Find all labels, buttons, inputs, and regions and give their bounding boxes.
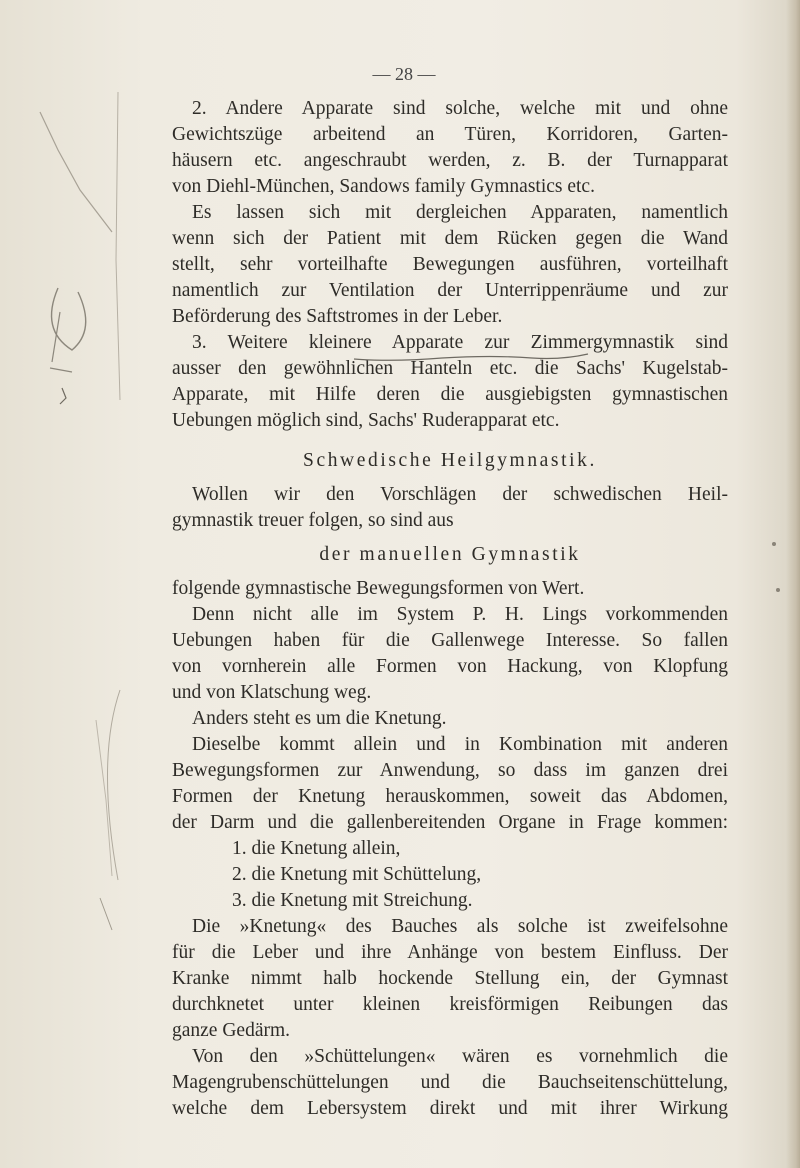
text-line: Bewegungsformen zur Anwendung, so dass im ganzen drei — [172, 760, 728, 781]
text-line: Formen der Knetung herauskommen, soweit das Abdomen, — [172, 786, 728, 807]
text-line: Dieselbe kommt allein und in Kombination mit anderen — [192, 734, 728, 755]
text-line: stellt, sehr vorteilhafte Bewegungen ausführen, vorteilhaft — [172, 254, 728, 275]
page-speck — [776, 588, 780, 592]
text-line: gymnastik treuer folgen, so sind aus — [172, 510, 454, 531]
text-line: ganze Gedärm. — [172, 1020, 291, 1041]
text-line: Denn nicht alle im System P. H. Lings vorkommenden — [192, 604, 728, 625]
page-speck — [772, 542, 776, 546]
list-item: 1. die Knetung allein, — [232, 838, 401, 859]
text-line: 2. Andere Apparate sind solche, welche mit und ohne — [192, 98, 728, 119]
subheading: der manuellen Gymnastik — [319, 544, 581, 565]
list-item: 3. die Knetung mit Streichung. — [232, 890, 473, 911]
section-heading: Schwedische Heilgymnastik. — [303, 450, 597, 471]
text-line: der Darm und die gallenbereitenden Organe in Frage kommen: — [172, 812, 728, 833]
text-line: namentlich zur Ventilation der Unterrippenräume und zur — [172, 280, 728, 301]
text-line: ausser den gewöhnlichen Hanteln etc. die Sachs' Kugelstab- — [172, 358, 728, 379]
text-line: Gewichtszüge arbeitend an Türen, Korridoren, Garten- — [172, 124, 728, 145]
pencil-underline-mark — [352, 352, 592, 364]
text-line: Magengrubenschüttelungen und die Bauchseitenschüttelung, — [172, 1072, 728, 1093]
text-line: Apparate, mit Hilfe deren die ausgiebigsten gymnastischen — [172, 384, 728, 405]
list-item: 2. die Knetung mit Schüttelung, — [232, 864, 482, 885]
page-number: — 28 — — [372, 64, 436, 84]
text-line: Kranke nimmt halb hockende Stellung ein, der Gymnast — [172, 968, 728, 989]
text-line: häusern etc. angeschraubt werden, z. B. der Turnapparat — [172, 150, 728, 171]
text-line: Beförderung des Saftstromes in der Leber. — [172, 306, 503, 327]
text-line: und von Klatschung weg. — [172, 682, 372, 703]
text-line: Wollen wir den Vorschlägen der schwedischen Heil- — [192, 484, 728, 505]
text-line: von vornherein alle Formen von Hackung, von Klopfung — [172, 656, 728, 677]
text-line: folgende gymnastische Bewegungsformen von Wert. — [172, 578, 585, 599]
text-line: für die Leber und ihre Anhänge von bestem Einfluss. Der — [172, 942, 728, 963]
text-line: durchknetet unter kleinen kreisförmigen Reibungen das — [172, 994, 728, 1015]
body-text — [172, 96, 728, 1122]
text-line: Uebungen haben für die Gallenwege Interesse. So fallen — [172, 630, 728, 651]
text-line: Die »Knetung« des Bauches als solche ist zweifelsohne — [192, 916, 728, 937]
text-line: Anders steht es um die Knetung. — [192, 708, 447, 729]
text-line: welche dem Lebersystem direkt und mit ihrer Wirkung — [172, 1098, 728, 1119]
text-line: 3. Weitere kleinere Apparate zur Zimmergymnastik sind — [192, 332, 728, 353]
text-line: Es lassen sich mit dergleichen Apparaten, namentlich — [192, 202, 728, 223]
text-line: Von den »Schüttelungen« wären es vornehmlich die — [192, 1046, 728, 1067]
text-line: wenn sich der Patient mit dem Rücken gegen die Wand — [172, 228, 728, 249]
text-line: von Diehl-München, Sandows family Gymnastics etc. — [172, 176, 595, 197]
text-line: Uebungen möglich sind, Sachs' Ruderapparat etc. — [172, 410, 560, 431]
